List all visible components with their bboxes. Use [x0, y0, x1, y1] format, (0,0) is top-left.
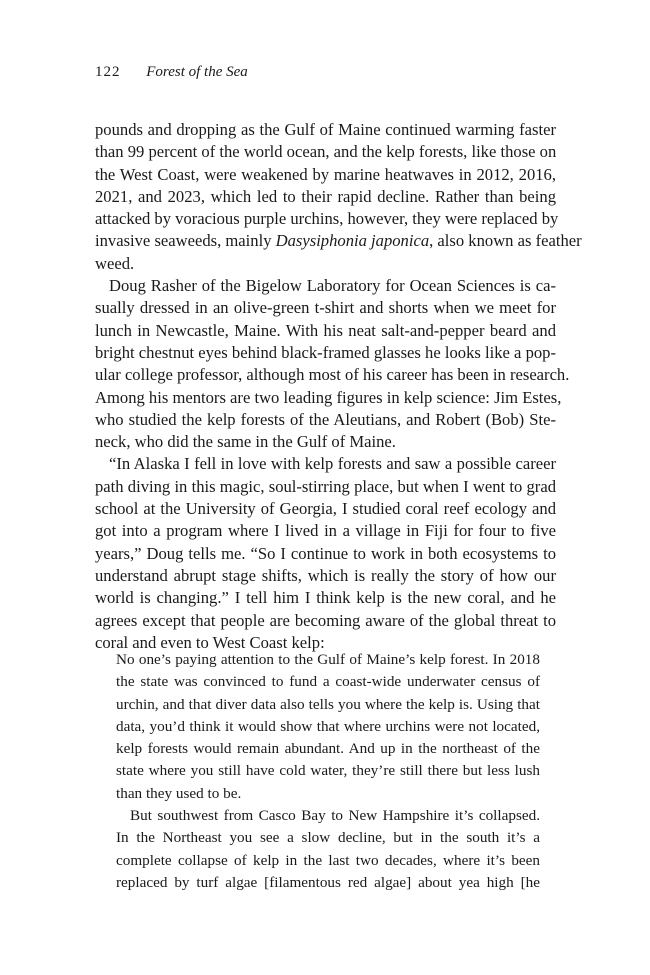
text-line: Doug Rasher of the Bigelow Laboratory for Ocean Sciences is ca- [109, 276, 556, 296]
text-run: invasive seaweeds, mainly [95, 231, 276, 251]
text-line: neck, who did the same in the Gulf of Maine. [95, 432, 396, 452]
text-line: than they used to be. [116, 784, 242, 802]
text-line: weed. [95, 253, 135, 273]
text-line: bright chestnut eyes behind black-framed glasses he looks like a pop- [95, 342, 556, 362]
page-number: 122 [95, 64, 121, 80]
paragraph [95, 275, 570, 453]
block-quote [116, 649, 540, 894]
text-line: complete collapse of kelp in the last two decades, where it’s been [116, 851, 540, 869]
text-line: than 99 percent of the world ocean, and the kelp forests, like those on [95, 142, 557, 162]
text-line: understand abrupt stage shifts, which is really the story of how our [95, 565, 556, 585]
text-line: 2021, and 2023, which led to their rapid decline. Rather than being [95, 186, 556, 206]
text-line: attacked by voracious purple urchins, however, they were replaced by [95, 209, 559, 229]
text-line: kelp forests would remain abundant. And up in the northeast of the [116, 740, 540, 758]
text-line: got into a program where I lived in a village in Fiji for four to five [95, 521, 556, 541]
paragraph [95, 453, 556, 654]
text-line: world is changing.” I tell him I think kelp is the new coral, and he [95, 588, 556, 608]
text-line: school at the University of Georgia, I studied coral reef ecology and [95, 499, 556, 519]
text-line: who studied the kelp forests of the Aleutians, and Robert (Bob) Ste- [95, 409, 556, 429]
text-line: agrees except that people are becoming aware of the global threat to [95, 610, 556, 630]
text-line [95, 230, 582, 252]
text-line: In the Northeast you see a slow decline, but in the south it’s a [116, 829, 540, 847]
text-line: coral and even to West Coast kelp: [95, 632, 325, 652]
text-run: , also known as feather [429, 231, 582, 251]
text-line: data, you’d think it would show that where urchins were not located, [116, 717, 540, 735]
text-line: ular college professor, although most of his career has been in research. [95, 365, 570, 385]
text-line: sually dressed in an olive-green t-shirt and shorts when we meet for [95, 298, 556, 318]
text-line: Among his mentors are two leading figures in kelp science: Jim Estes, [95, 387, 562, 407]
text-line: pounds and dropping as the Gulf of Maine continued warming faster [95, 120, 556, 139]
running-head [95, 62, 248, 82]
text-line: state where you still have cold water, they’re still there but less lush [116, 762, 540, 780]
quote-paragraph [116, 805, 540, 894]
text-line: path diving in this magic, soul-stirring place, but when I went to grad [95, 476, 556, 496]
quote-paragraph [116, 649, 540, 805]
text-line: the West Coast, were weakened by marine heatwaves in 2012, 2016, [95, 164, 556, 184]
text-line: years,” Doug tells me. “So I continue to work in both ecosystems to [95, 543, 556, 563]
text-line: No one’s paying attention to the Gulf of Maine’s kelp forest. In 2018 [116, 651, 540, 668]
text-line: the state was convinced to fund a coast-wide underwater census of [116, 673, 540, 691]
text-line: lunch in Newcastle, Maine. With his neat salt-and-pepper beard and [95, 320, 556, 340]
text-line: urchin, and that diver data also tells you where the kelp is. Using that [116, 695, 540, 713]
body-text [95, 119, 582, 654]
running-title: Forest of the Sea [146, 64, 248, 80]
text-line: “In Alaska I fell in love with kelp forests and saw a possible career [109, 454, 556, 474]
text-line: But southwest from Casco Bay to New Hampshire it’s collapsed. [130, 807, 540, 825]
text-line: replaced by turf algae [filamentous red algae] about yea high [he [116, 873, 540, 891]
paragraph [95, 119, 582, 275]
species-name: Dasysiphonia japonica [275, 231, 430, 251]
